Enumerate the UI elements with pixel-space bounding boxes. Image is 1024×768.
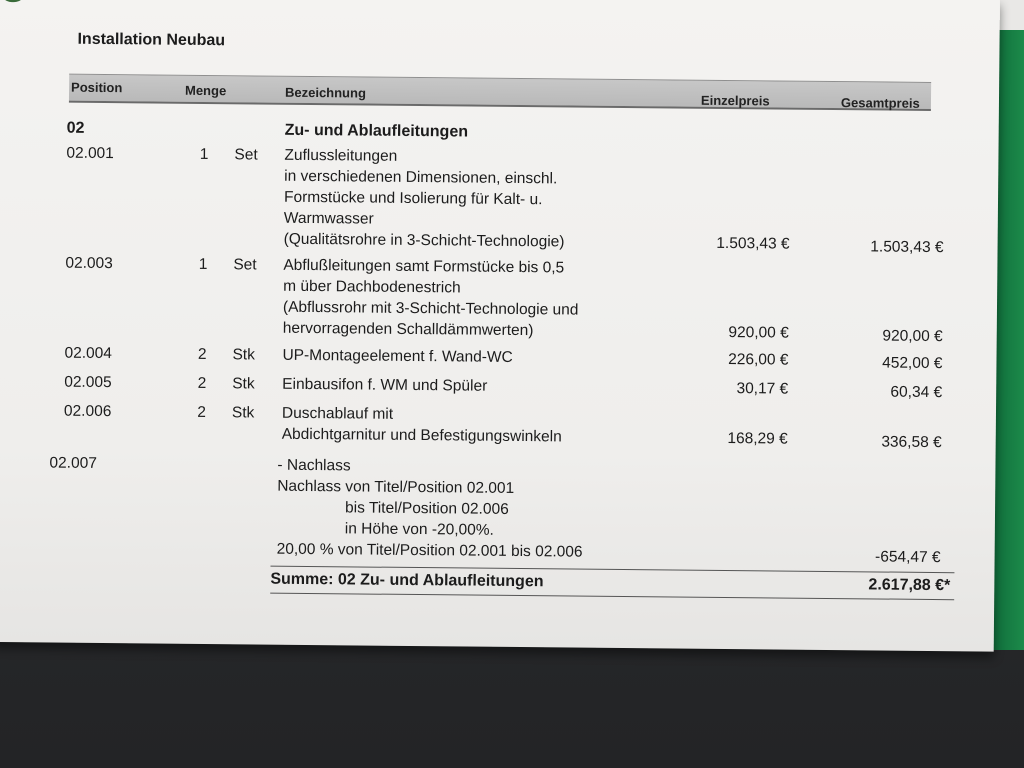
item-total-price: 452,00 €: [882, 354, 943, 373]
item-quantity: 2: [197, 374, 207, 392]
description-line: Formstücke und Isolierung für Kalt- u.: [283, 188, 543, 209]
description-line: bis Titel/Position 02.006: [344, 499, 509, 518]
description-line: - Nachlass: [277, 456, 351, 475]
description-line: (Qualitätsrohre in 3-Schicht-Technologie): [283, 230, 565, 251]
item-position: 02.006: [63, 402, 112, 421]
item-position: 02.005: [64, 373, 112, 392]
item-unit: Set: [234, 146, 258, 164]
description-line: Abflußleitungen samt Formstücke bis 0,5: [283, 256, 565, 277]
description-line: (Abflussrohr mit 3-Schicht-Technologie und: [282, 298, 579, 319]
group-title: Zu- und Ablaufleitungen: [284, 121, 469, 141]
description-line: hervorragenden Schalldämmwerten): [282, 319, 534, 340]
item-unit-price: 226,00 €: [728, 351, 789, 369]
description-line: in Höhe von -20,00%.: [344, 520, 494, 539]
item-total-price: 1.503,43 €: [870, 238, 944, 257]
description-line: 20,00 % von Titel/Position 02.001 bis 02.006: [276, 540, 583, 561]
description-line: Warmwasser: [283, 209, 374, 228]
item-unit-price: 30,17 €: [736, 380, 789, 398]
description-line: Zuflussleitungen: [284, 146, 398, 165]
header-einzelpreis: Einzelpreis: [700, 92, 770, 109]
table-row: [0, 142, 998, 257]
header-gesamtpreis: Gesamtpreis: [840, 95, 920, 111]
description-line: Einbausifon f. WM und Spüler: [282, 375, 488, 395]
description-line: Nachlass von Titel/Position 02.001: [277, 477, 515, 497]
item-total-price: 920,00 €: [882, 327, 943, 346]
item-total-price: 336,58 €: [881, 433, 942, 452]
discount-total: -654,47 €: [875, 548, 941, 567]
item-quantity: 2: [197, 403, 207, 421]
header-menge: Menge: [184, 82, 227, 99]
corner-mark: [0, 0, 26, 2]
description-line: in verschiedenen Dimensionen, einschl.: [284, 167, 558, 188]
column-header: [69, 74, 931, 111]
discount-row: [0, 452, 996, 567]
item-position: 02.001: [66, 144, 114, 163]
item-description: [282, 345, 662, 370]
item-unit: Stk: [232, 375, 255, 393]
discount-description: [277, 455, 698, 564]
item-description: [283, 255, 664, 343]
item-position: 02.004: [64, 344, 113, 363]
item-description: [284, 145, 665, 254]
sum-label: Summe: 02 Zu- und Ablaufleitungen: [270, 570, 544, 591]
item-unit: Set: [233, 256, 257, 274]
item-quantity: 2: [197, 345, 207, 363]
group-row: [0, 117, 999, 141]
document-title: Installation Neubau: [77, 30, 226, 50]
header-position: Position: [70, 79, 123, 96]
description-line: m über Dachbodenestrich: [283, 277, 461, 297]
description-line: UP-Montageelement f. Wand-WC: [282, 346, 513, 366]
item-position: 02.003: [65, 254, 113, 273]
header-bezeichnung: Bezeichnung: [284, 84, 367, 101]
item-unit-price: 168,29 €: [727, 430, 788, 448]
item-total-price: 60,34 €: [890, 383, 943, 402]
item-quantity: 1: [198, 255, 208, 274]
item-description: [282, 403, 662, 449]
description-line: Abdichtgarnitur und Befestigungswinkeln: [281, 425, 562, 446]
sum-value: 2.617,88 €*: [868, 576, 951, 595]
item-unit: Stk: [231, 404, 255, 422]
sum-divider: [270, 593, 954, 601]
item-unit-price: 920,00 €: [728, 324, 789, 342]
discount-position: 02.007: [49, 454, 97, 472]
description-line: Duschablauf mit: [281, 404, 394, 423]
item-unit: Stk: [232, 346, 255, 364]
item-quantity: 1: [199, 145, 209, 164]
item-unit-price: 1.503,43 €: [716, 234, 790, 253]
group-number: 02: [66, 119, 85, 137]
item-description: [282, 374, 662, 399]
